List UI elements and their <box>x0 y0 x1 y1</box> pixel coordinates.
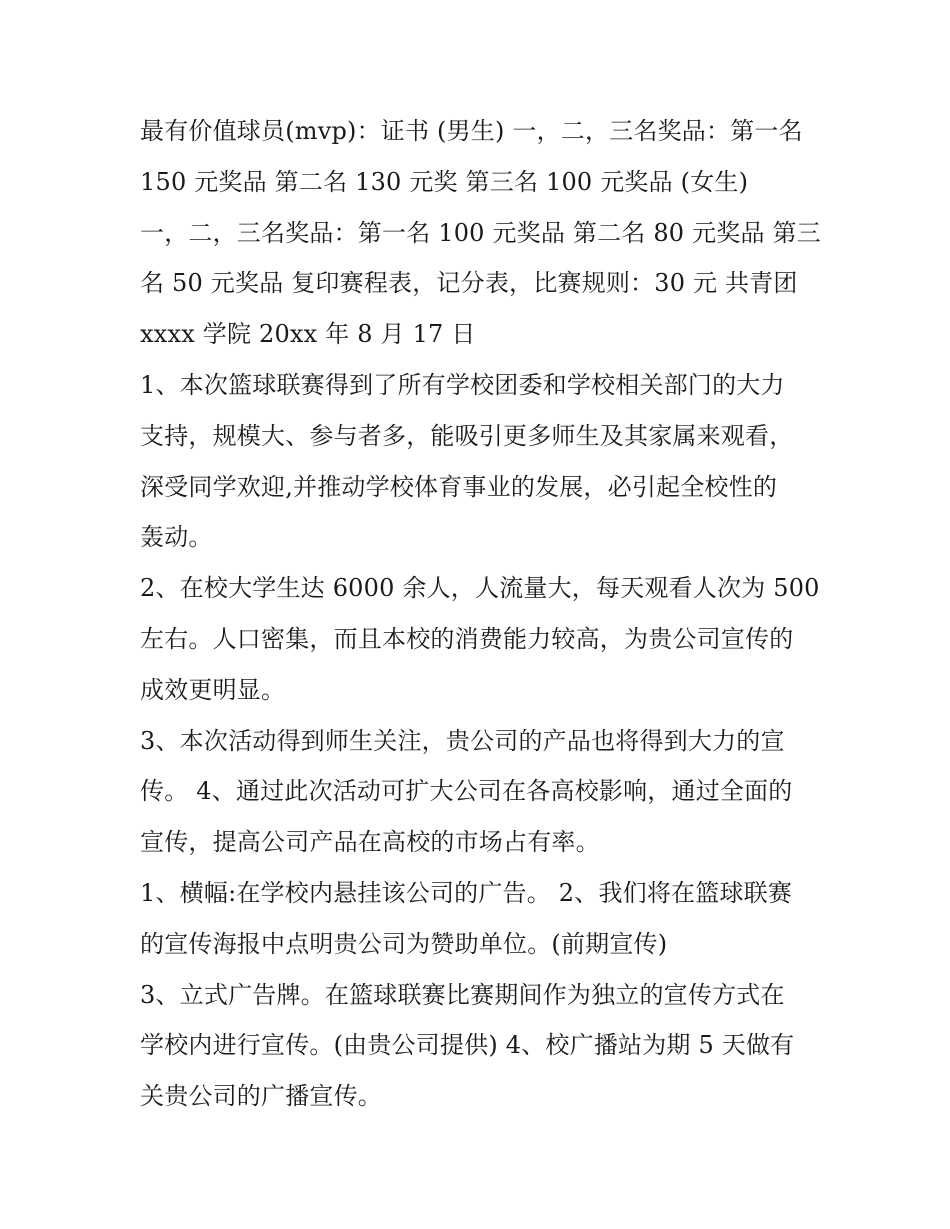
text-line: 轰动。 <box>140 523 213 552</box>
text-line: 最有价值球员(mvp)：证书 (男生) 一，二，三名奖品：第一名 <box>140 117 803 145</box>
text-line: 3、本次活动得到师生关注，贵公司的产品也将得到大力的宣 <box>140 726 785 755</box>
text-line: xxxx 学院 20xx 年 8 月 17 日 <box>140 320 476 349</box>
text-line: 3、立式广告牌。在篮球联赛比赛期间作为独立的宣传方式在 <box>140 980 785 1009</box>
text-line: 名 50 元奖品 复印赛程表，记分表，比赛规则：30 元 共青团 <box>140 269 798 298</box>
text-line: 成效更明显。 <box>140 675 286 704</box>
text-line: 传。 4、通过此次活动可扩大公司在各高校影响，通过全面的 <box>140 777 793 806</box>
text-line: 深受同学欢迎,并推动学校体育事业的发展，必引起全校性的 <box>140 472 778 501</box>
text-line: 1、本次篮球联赛得到了所有学校团委和学校相关部门的大力 <box>140 370 785 399</box>
text-line: 一，二，三名奖品：第一名 100 元奖品 第二名 80 元奖品 第三 <box>140 218 821 247</box>
document-body <box>140 106 820 1122</box>
text-line: 关贵公司的广播宣传。 <box>140 1082 382 1111</box>
text-line: 学校内进行宣传。(由贵公司提供) 4、校广播站为期 5 天做有 <box>140 1031 795 1060</box>
text-line: 2、在校大学生达 6000 余人，人流量大，每天观看人次为 500 <box>140 574 820 603</box>
text-line: 的宣传海报中点明贵公司为赞助单位。(前期宣传) <box>140 929 668 958</box>
text-line: 1、横幅:在学校内悬挂该公司的广告。 2、我们将在篮球联赛 <box>140 878 793 907</box>
text-line: 150 元奖品 第二名 130 元奖 第三名 100 元奖品 (女生) <box>140 167 749 196</box>
text-line: 支持，规模大、参与者多，能吸引更多师生及其家属来观看， <box>140 421 794 450</box>
text-line: 宣传，提高公司产品在高校的市场占有率。 <box>140 828 600 857</box>
text-line: 左右。人口密集，而且本校的消费能力较高，为贵公司宣传的 <box>140 624 794 653</box>
